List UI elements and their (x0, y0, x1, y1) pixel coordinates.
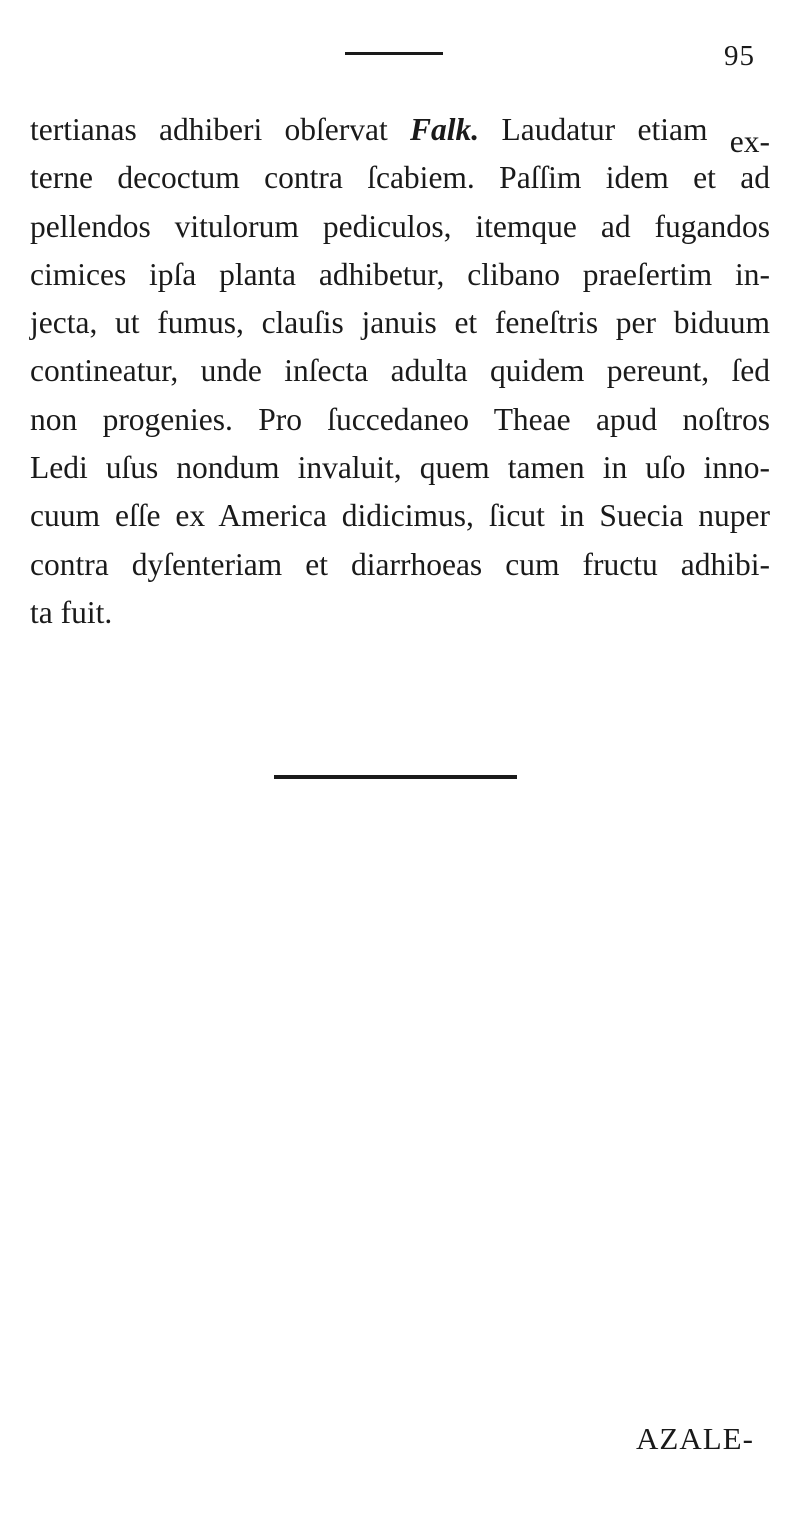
text-line: cimices ipſa planta adhibetur, clibano praeſertim in- (30, 256, 770, 292)
page-number: 95 (724, 40, 755, 72)
text-line: contineatur, unde inſecta adulta quidem pereunt, ſed (30, 353, 770, 389)
author-name: Falk. (410, 112, 480, 147)
text-line: non progenies. Pro ſuccedaneo Theae apud noſtros (30, 401, 770, 437)
catchword: AZALE- (636, 1421, 754, 1456)
section-separator-rule (274, 775, 517, 779)
text-line: ta fuit. (30, 594, 113, 630)
body-text (30, 106, 770, 637)
text-line: cuum eſſe ex America didicimus, ſicut in Suecia nuper (30, 498, 770, 534)
text-line: jecta, ut fumus, clauſis januis et feneſtris per biduum (30, 305, 770, 341)
text-line: terne decoctum contra ſcabiem. Paſſim idem et ad (30, 160, 770, 196)
header-rule (345, 52, 443, 55)
text-line: tertianas adhiberi obſervat Falk. Laudatur etiam ex- (30, 112, 770, 159)
text-line: pellendos vitulorum pediculos, itemque ad fugandos (30, 208, 770, 244)
text-line: Ledi uſus nondum invaluit, quem tamen in uſo inno- (30, 450, 770, 486)
text-line: contra dyſenteriam et diarrhoeas cum fructu adhibi- (30, 546, 770, 582)
